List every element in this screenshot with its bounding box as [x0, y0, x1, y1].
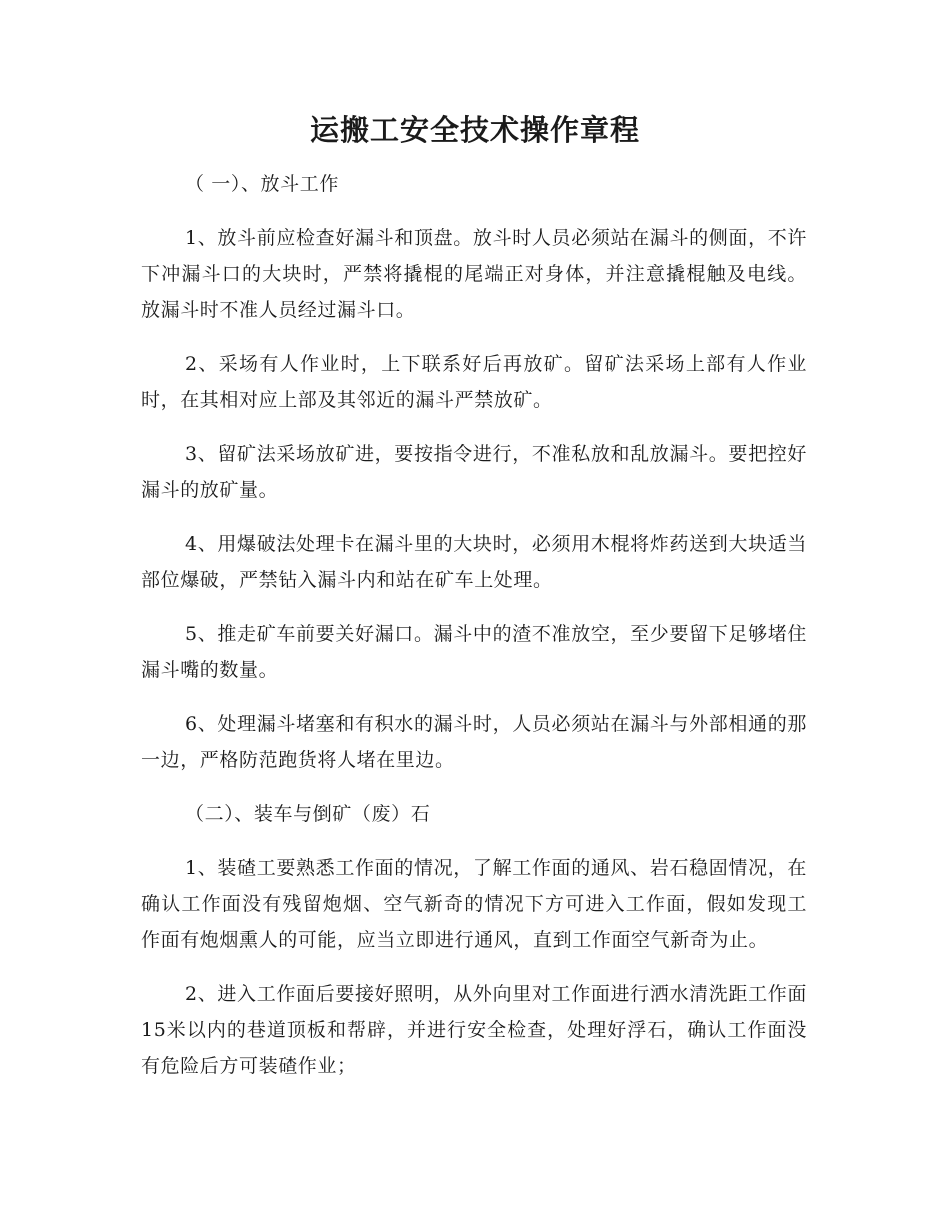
document-title: 运搬工安全技术操作章程 [309, 113, 640, 147]
section-heading-1: （ 一）、放斗工作 [185, 173, 339, 195]
paragraph-1-2: 2、采场有人作业时，上下联系好后再放矿。留矿法采场上部有人作业时，在其相对应上部及其邻近的漏斗严禁放矿。 [141, 353, 807, 411]
paragraph-1-4: 4、用爆破法处理卡在漏斗里的大块时，必须用木棍将炸药送到大块适当部位爆破，严禁钻入漏斗内和站在矿车上处理。 [141, 533, 807, 591]
paragraph-2-1: 1、装碴工要熟悉工作面的情况，了解工作面的通风、岩石稳固情况，在确认工作面没有残留炮烟、空气新奇的情况下方可进入工作面，假如发现工作面有炮烟熏人的可能，应当立即进行通风，直到工作面空气新奇为止。 [141, 857, 807, 951]
section-heading-2: （二）、装车与倒矿（废）石 [185, 803, 431, 825]
paragraph-1-1: 1、放斗前应检查好漏斗和顶盘。放斗时人员必须站在漏斗的侧面，不许下冲漏斗口的大块时，严禁将撬棍的尾端正对身体，并注意撬棍触及电线。放漏斗时不准人员经过漏斗口。 [141, 227, 807, 321]
paragraph-1-3: 3、留矿法采场放矿进，要按指令进行，不准私放和乱放漏斗。要把控好漏斗的放矿量。 [141, 443, 807, 501]
document-body [141, 166, 807, 1102]
paragraph-1-5: 5、推走矿车前要关好漏口。漏斗中的渣不准放空，至少要留下足够堵住漏斗嘴的数量。 [141, 623, 807, 681]
paragraph-2-2: 2、进入工作面后要接好照明，从外向里对工作面进行洒水清洗距工作面15米以内的巷道顶板和帮辟，并进行安全检查，处理好浮石，确认工作面没有危险后方可装碴作业； [141, 983, 807, 1077]
paragraph-1-6: 6、处理漏斗堵塞和有积水的漏斗时，人员必须站在漏斗与外部相通的那一边，严格防范跑货将人堵在里边。 [141, 713, 807, 771]
